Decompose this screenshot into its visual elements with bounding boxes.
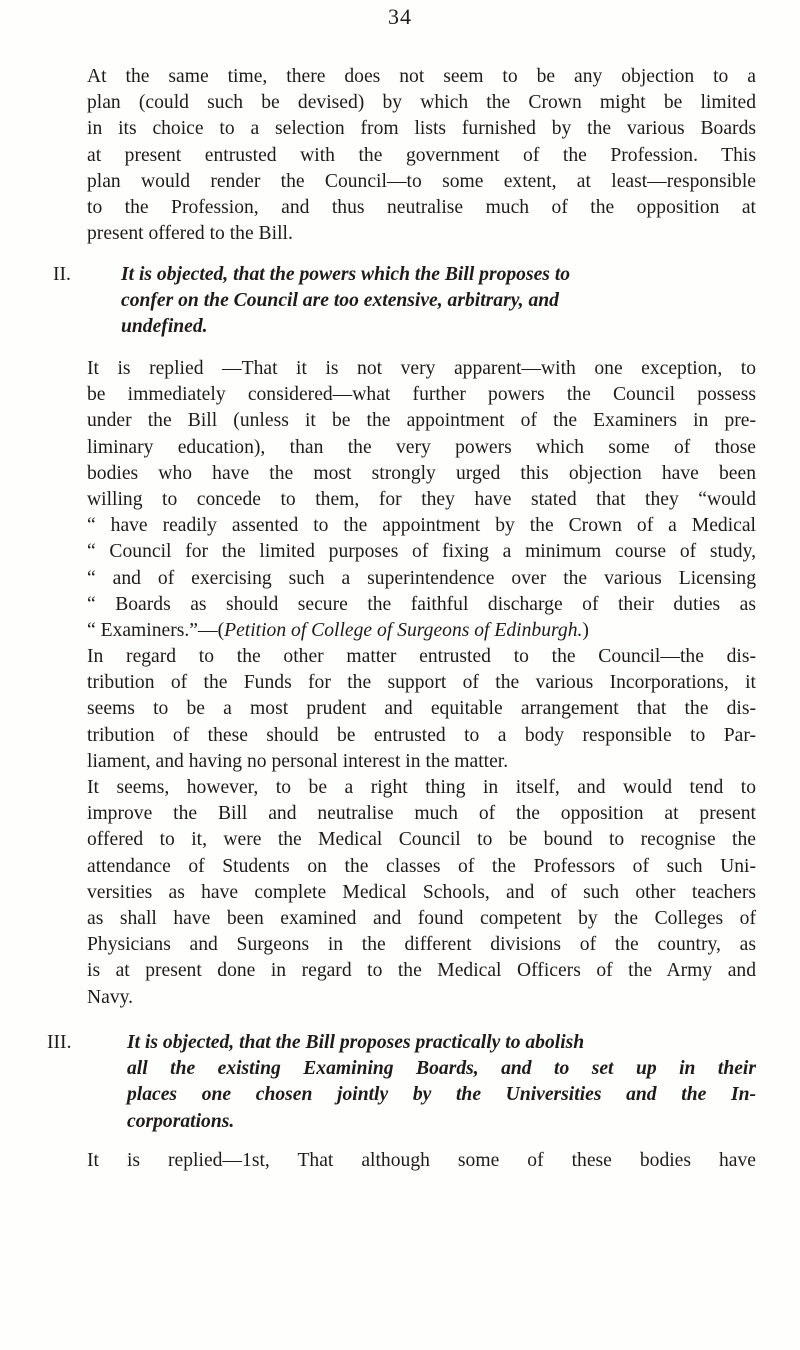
text-line: bodies who have the most strongly urged this objection have been	[87, 462, 756, 484]
objection-3-heading	[47, 1030, 756, 1135]
text-line: plan (could such be devised) by which the Crown might be limited	[87, 92, 756, 114]
text-line: as shall have been examined and found competent by the Colleges of	[87, 908, 756, 930]
paragraph-1	[53, 64, 756, 247]
text-line: seems to be a most prudent and equitable arrangement that the dis-	[87, 698, 756, 720]
objection-text: It is objected, that the powers which the Bill proposes to	[121, 264, 571, 285]
objection-text: undefined.	[121, 316, 208, 338]
text-line: “ Council for the limited purposes of fixing a minimum course of study,	[87, 541, 756, 563]
text-line: Navy.	[87, 986, 134, 1008]
text-line: be immediately considered—what further powers the Council possess	[87, 384, 756, 406]
text-line: attendance of Students on the classes of the Professors of such Uni-	[87, 855, 756, 877]
page-number: 34	[388, 4, 412, 29]
paragraph-2	[53, 356, 756, 644]
objection-2-heading	[53, 262, 756, 341]
text-line	[53, 618, 756, 644]
text-line: liminary education), than the very powers which some of those	[87, 436, 756, 458]
quote-end-text: “ Examiners.”—(	[87, 620, 225, 642]
text-line: plan would render the Council—to some extent, at least—responsible	[87, 170, 756, 192]
text-line: present offered to the Bill.	[87, 223, 293, 245]
text-line: In regard to the other matter entrusted to the Council—the dis-	[87, 646, 756, 667]
paragraph-4	[53, 775, 756, 1011]
text-line: It is replied —That it is not very apparent—with one exception, to	[87, 358, 756, 379]
text-line: “ have readily assented to the appointment by the Crown of a Medical	[87, 515, 756, 537]
text-line: versities as have complete Medical Schools, and of such other teachers	[87, 881, 756, 903]
text-line: to the Profession, and thus neutralise much of the opposition at	[87, 197, 756, 219]
objection-text: places one chosen jointly by the Universities and the In-	[127, 1084, 756, 1106]
text-line: “ Boards as should secure the faithful discharge of their duties as	[87, 593, 756, 615]
text-line: tribution of the Funds for the support of the various Incorporations, it	[87, 672, 756, 694]
objection-text: confer on the Council are too extensive, arbitrary, and	[121, 290, 559, 312]
text-line: “ and of exercising such a superintendence over the various Licensing	[87, 567, 756, 589]
objection-text: corporations.	[127, 1110, 235, 1132]
paragraph-3	[53, 644, 756, 775]
text-line: At the same time, there does not seem to be any objection to a	[87, 66, 756, 87]
text-line: is at present done in regard to the Medical Officers of the Army and	[87, 960, 756, 982]
objection-number: II.	[53, 264, 71, 285]
text-line: tribution of these should be entrusted to a body responsible to Par-	[87, 724, 756, 746]
text-line: under the Bill (unless it be the appointment of the Examiners in pre-	[87, 410, 756, 432]
citation-close: )	[582, 620, 589, 642]
text-line: It is replied—1st, That although some of these bodies have	[87, 1150, 756, 1171]
text-line: liament, and having no personal interest in the matter.	[87, 750, 509, 772]
objection-text: It is objected, that the Bill proposes practically to abolish	[127, 1032, 585, 1053]
paragraph-5	[53, 1148, 756, 1174]
text-line: improve the Bill and neutralise much of the opposition at present	[87, 803, 756, 825]
text-line: at present entrusted with the government of the Profession. This	[87, 144, 756, 166]
text-line: in its choice to a selection from lists furnished by the various Boards	[87, 118, 756, 140]
objection-text: all the existing Examining Boards, and to set up in their	[127, 1058, 756, 1080]
text-line: Physicians and Surgeons in the different divisions of the country, as	[87, 934, 756, 956]
text-line: willing to concede to them, for they have stated that they “would	[87, 489, 756, 511]
text-line: offered to it, were the Medical Council to be bound to recognise the	[87, 829, 756, 851]
text-line: It seems, however, to be a right thing in itself, and would tend to	[87, 777, 756, 798]
petition-citation: Petition of College of Surgeons of Edinburgh.	[224, 620, 583, 642]
objection-number: III.	[47, 1032, 72, 1053]
